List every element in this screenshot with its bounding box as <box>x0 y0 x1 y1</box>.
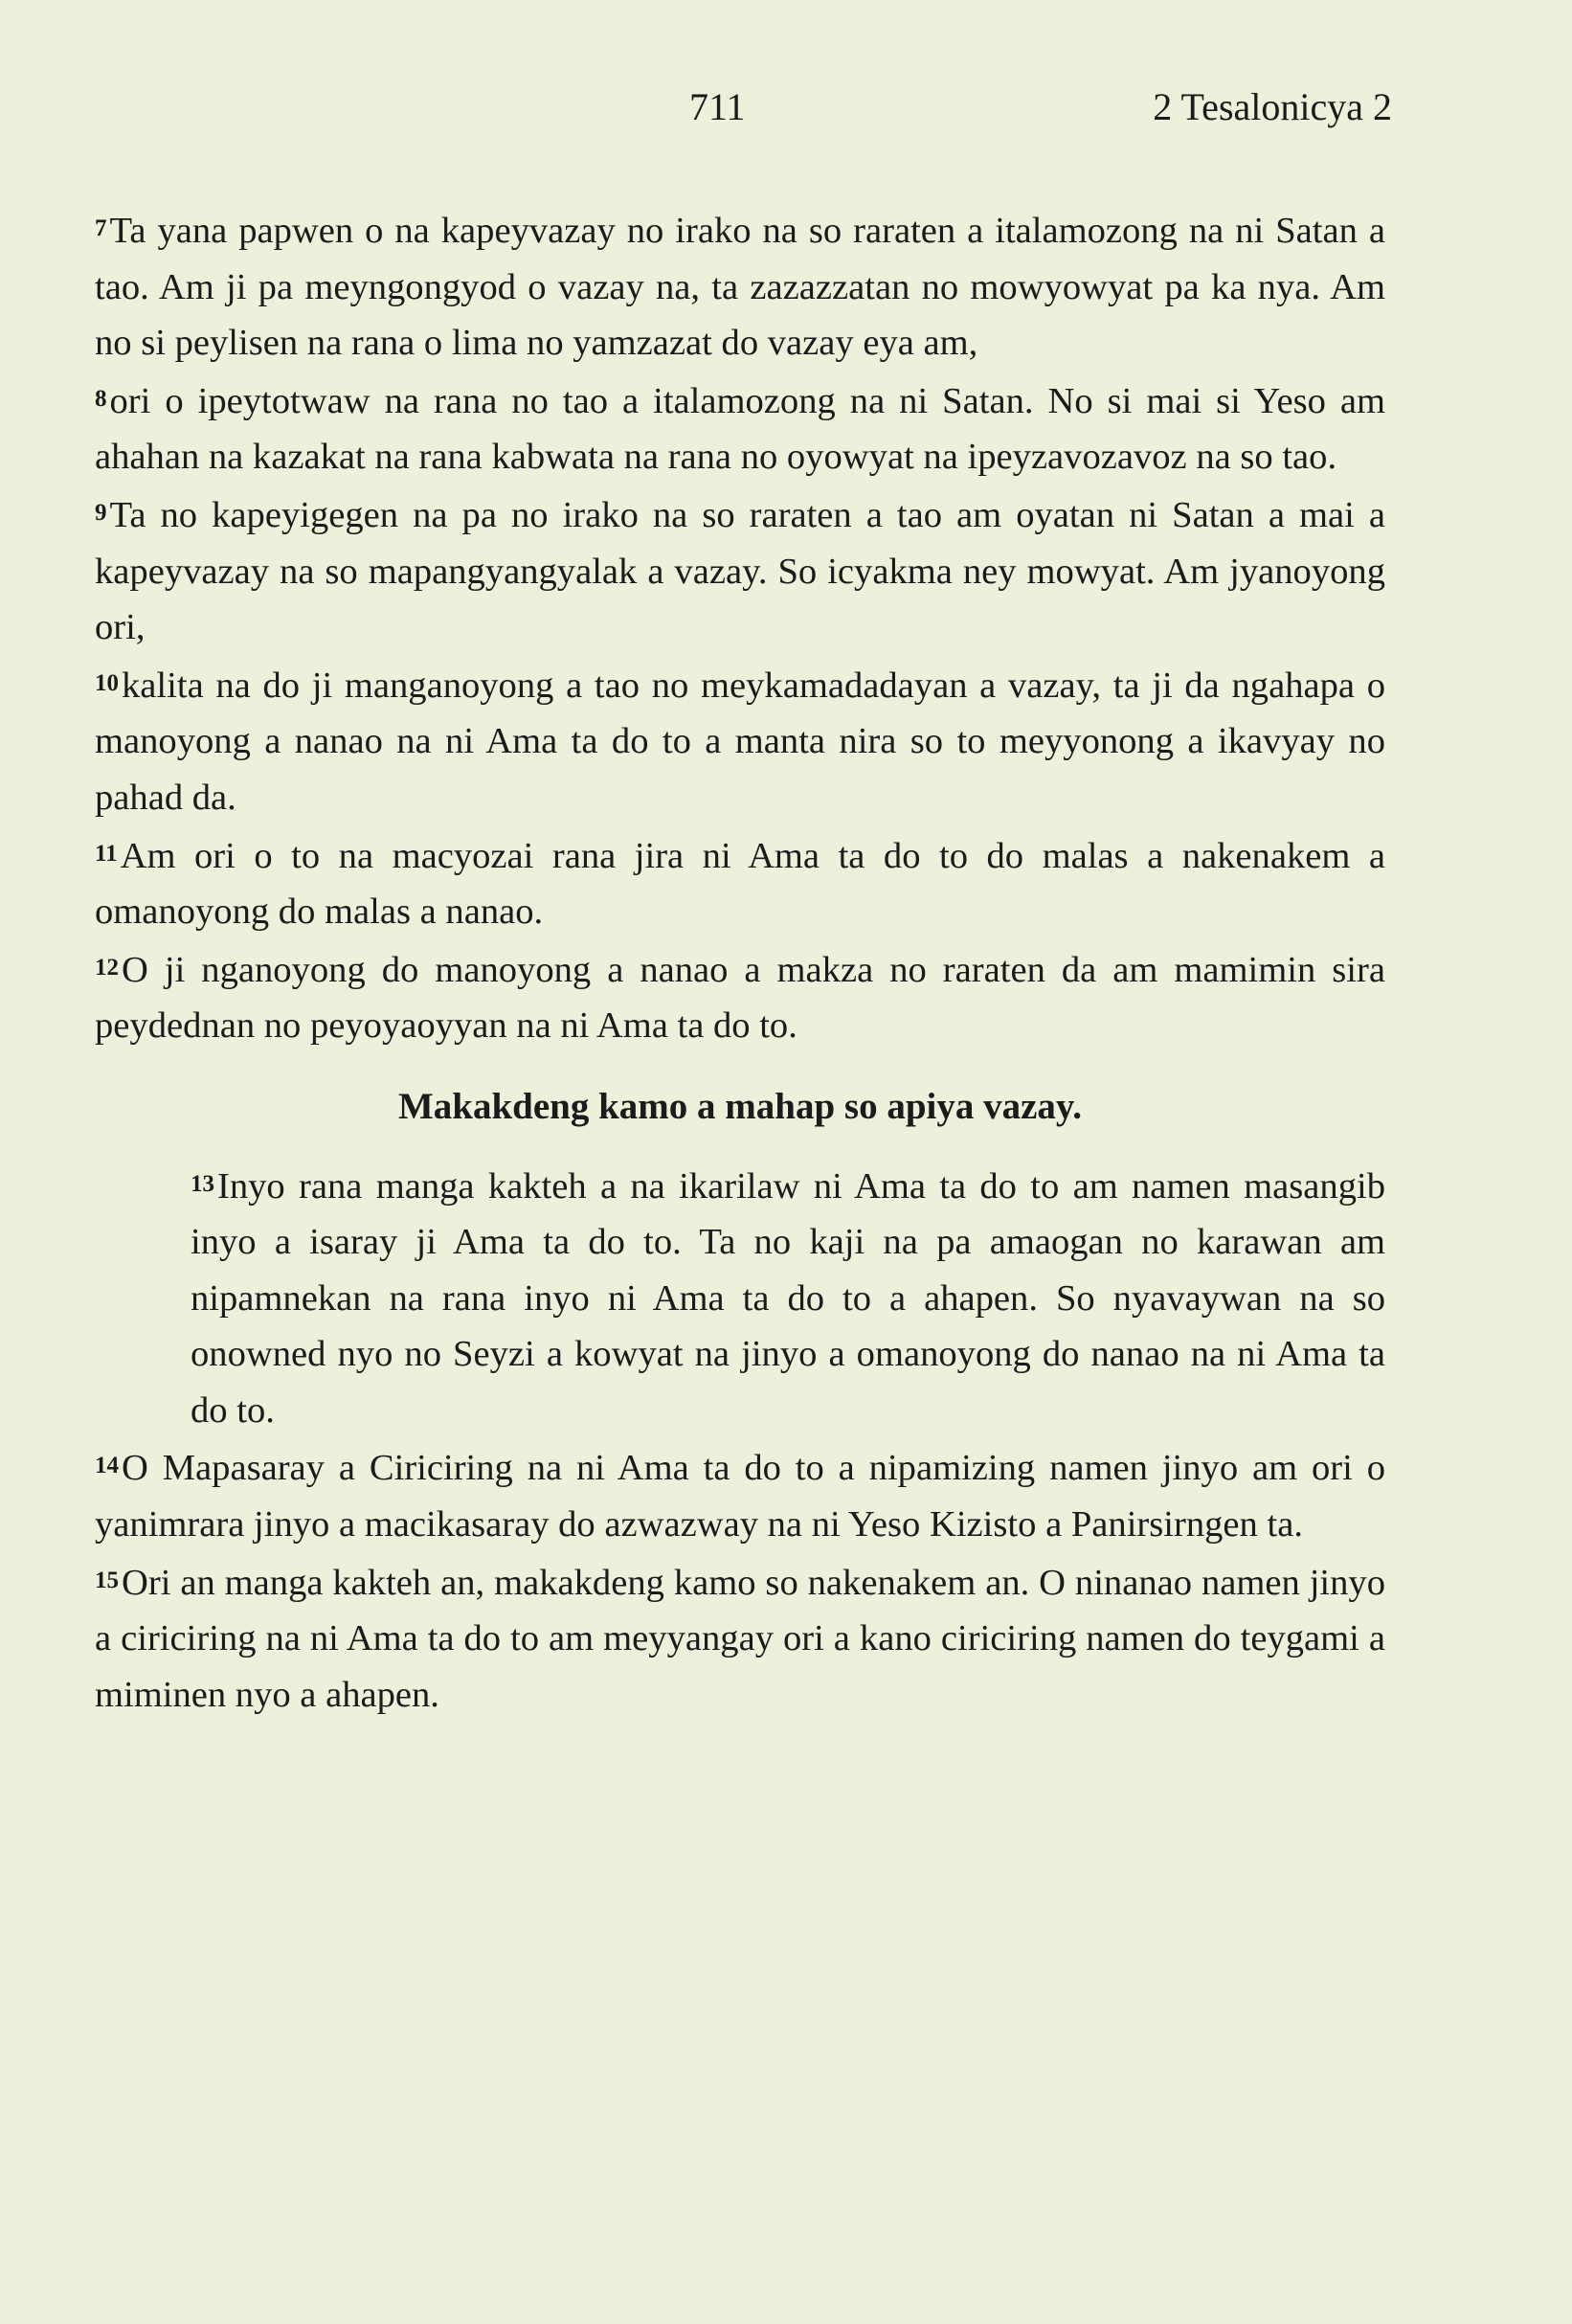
verse-14 <box>95 1438 1385 1552</box>
verse-number: 7 <box>95 215 107 241</box>
verse-7 <box>95 201 1385 372</box>
verse-9 <box>95 485 1385 656</box>
verse-15 <box>95 1553 1385 1724</box>
verse-text: kalita na do ji manganoyong a tao no meykamadadayan a vazay, ta ji da ngahapa o manoyong a nanao na ni Ama ta do to a manta nira so to meyyonong a ikavyay no pahad da. <box>95 665 1385 818</box>
verse-number: 12 <box>95 954 119 981</box>
section-heading: Makakdeng kamo a mahap so apiya vazay. <box>397 1085 1083 1127</box>
verse-number: 8 <box>95 385 107 412</box>
verse-10 <box>95 656 1385 826</box>
scripture-body <box>95 201 1385 1723</box>
verse-text: Am ori o to na macyozai rana jira ni Ama ta do to do malas a nakenakem a omanoyong do malas a nanao. <box>95 835 1385 933</box>
verse-12 <box>95 940 1385 1054</box>
verse-number: 15 <box>95 1567 119 1593</box>
verse-number: 13 <box>191 1170 214 1197</box>
verse-13 <box>95 1157 1385 1439</box>
verse-number: 9 <box>95 499 107 526</box>
verse-text: Ta yana papwen o na kapeyvazay no irako na so raraten a italamozong na ni Satan a tao. Am ji pa meyngongyod o vazay na, ta zazazzatan no mowyowyat pa ka nya. Am no si peylisen na rana o lima no yamzazat do vazay eya am, <box>95 211 1385 364</box>
verse-text: Inyo rana manga kakteh a na ikarilaw ni Ama ta do to am namen masangib inyo a isaray ji Ama ta do to. Ta no kaji na pa amaogan no karawan am nipamnekan na rana inyo ni Ama ta do to a ahapen. So nyavaywan na so onowned nyo no Seyzi a kowyat na jinyo a omanoyong do nanao na ni Ama ta do to. <box>191 1165 1385 1431</box>
running-header-book-title: 2 Tesalonicya 2 <box>1153 85 1392 128</box>
verse-text: ori o ipeytotwaw na rana no tao a italamozong na ni Satan. No si mai si Yeso am ahahan na kazakat na rana kabwata na rana no oyowyat na ipeyzavozavoz na so tao. <box>95 380 1385 478</box>
verse-11 <box>95 826 1385 940</box>
verse-number: 14 <box>95 1453 119 1479</box>
verse-text: Ori an manga kakteh an, makakdeng kamo so nakenakem an. O ninanao namen jinyo a ciriciring na ni Ama ta do to am meyyangay ori a kano ciriciring namen do teygami a miminen nyo a ahapen. <box>95 1562 1385 1715</box>
verse-8 <box>95 372 1385 485</box>
verse-text: O Mapasaray a Ciriciring na ni Ama ta do to a nipamizing namen jinyo am ori o yanimrara jinyo a macikasaray do azwazway na ni Yeso Kizisto a Panirsirngen ta. <box>95 1448 1385 1546</box>
page-number: 711 <box>689 85 746 128</box>
verse-number: 10 <box>95 669 119 696</box>
verse-text: Ta no kapeyigegen na pa no irako na so raraten a tao am oyatan ni Satan a mai a kapeyvazay na so mapangyangyalak a vazay. So icyakma ney mowyat. Am jyanoyong ori, <box>95 494 1385 648</box>
verse-text: O ji nganoyong do manoyong a nanao a makza no raraten da am mamimin sira peydednan no peyoyaoyyan na ni Ama ta do to. <box>95 949 1385 1047</box>
verse-number: 11 <box>95 840 118 867</box>
